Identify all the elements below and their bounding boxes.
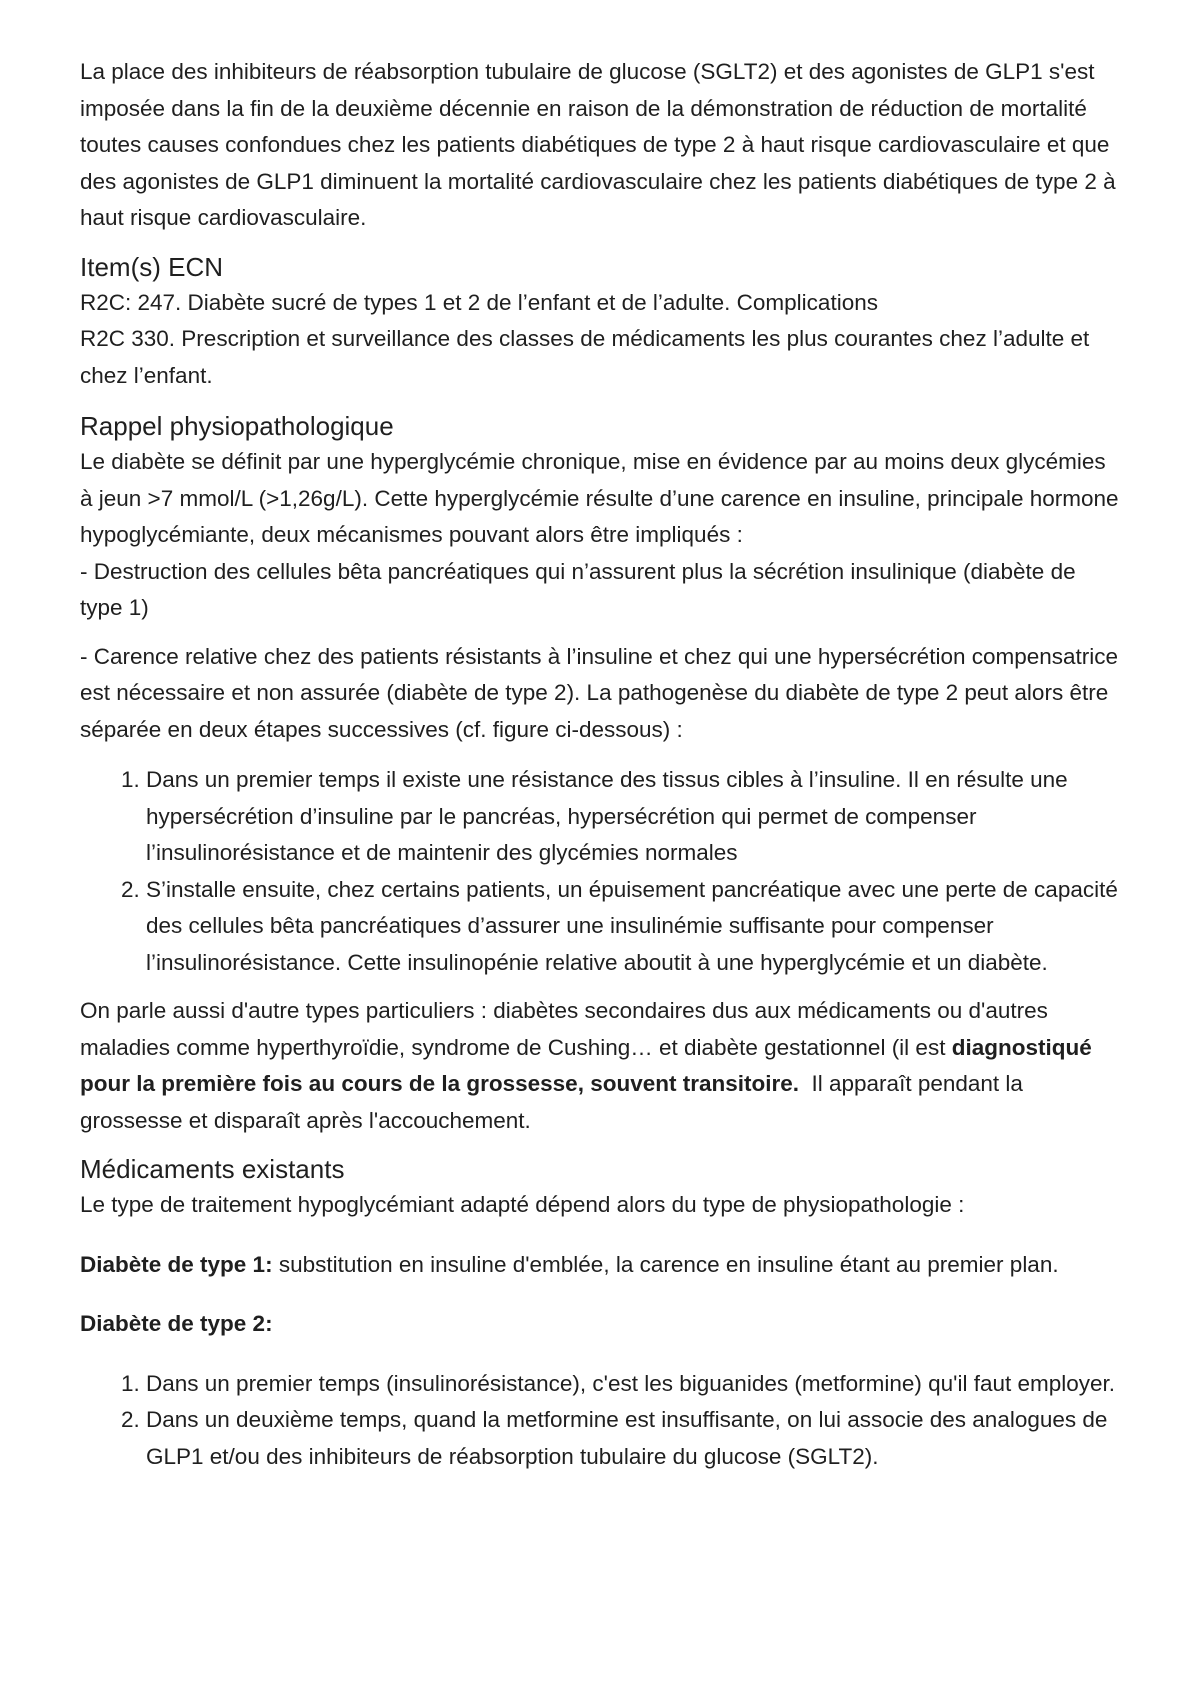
items-ecn-line-2: R2C 330. Prescription et surveillance des classes de médicaments les plus courantes chez l’adulte et chez l’enfant.	[80, 326, 1090, 388]
type1-label: Diabète de type 1:	[80, 1251, 273, 1277]
other-types-paragraph	[80, 993, 1120, 1139]
type2-steps-list	[80, 1366, 1120, 1476]
type2-step-1: 1. Dans un premier temps (insulinorésistance), c'est les biguanides (metformine) qu'il faut employer.	[146, 1366, 1120, 1403]
other-types-start: On parle aussi d'autre types particuliers : diabètes secondaires dus aux médicaments ou d'autres maladies comme hyperthyroïdie, syndrome de Cushing… et diabète gestationnel (il est	[80, 998, 1048, 1060]
rappel-paragraph-2: - Destruction des cellules bêta pancréatiques qui n’assurent plus la sécrétion insulinique (diabète de type 1)	[80, 558, 1076, 620]
pathogenesis-step-2: 2. S’installe ensuite, chez certains patients, un épuisement pancréatique avec une perte de capacité des cellules bêta pancréatiques d’assurer une insulinémie suffisante pour compenser l’insulinorésistance. Cette insulinopénie relative aboutit à une hyperglycémie et un diabète.	[146, 872, 1120, 982]
pathogenesis-steps-list	[80, 762, 1120, 981]
document-page	[80, 54, 1120, 1475]
other-types-end: Il apparaît pendant la grossesse et disparaît après l'accouchement.	[80, 1071, 1030, 1133]
type2-label	[80, 1306, 1120, 1343]
type2-label-text: Diabète de type 2:	[80, 1311, 273, 1336]
type2-step-2: 2. Dans un deuxième temps, quand la metformine est insuffisante, on lui associe des analogues de GLP1 et/ou des inhibiteurs de réabsorption tubulaire du glucose (SGLT2).	[146, 1402, 1120, 1475]
rappel-paragraph-3: - Carence relative chez des patients résistants à l’insuline et chez qui une hypersécrétion compensatrice est nécessaire et non assurée (diabète de type 2). La pathogenèse du diabète de type 2 peut alors être séparée en deux étapes successives (cf. figure ci-dessous) :	[80, 643, 1119, 742]
other-types-bold: diagnostiqué pour la première fois au cours de la grossesse, souvent transitoire.	[80, 1034, 1092, 1096]
items-ecn-heading: Item(s) ECN	[80, 251, 223, 282]
medicaments-heading: Médicaments existants	[80, 1154, 345, 1184]
medicaments-intro: Le type de traitement hypoglycémiant adapté dépend alors du type de physiopathologie :	[80, 1192, 965, 1217]
rappel-paragraph-1: Le diabète se définit par une hyperglycémie chronique, mise en évidence par au moins deux glycémies à jeun >7 mmol/L (>1,26g/L). Cette hyperglycémie résulte d’une carence en insuline, principale hormone hypoglycémiante, deux mécanismes pouvant alors être impliqués :	[80, 449, 1119, 547]
pathogenesis-step-1: 1. Dans un premier temps il existe une résistance des tissus cibles à l’insuline. Il en résulte une hypersécrétion d’insuline par le pancréas, hypersécrétion qui permet de compenser l’insulinorésistance et de maintenir des glycémies normales	[146, 762, 1120, 872]
rappel-heading: Rappel physiopathologique	[80, 411, 394, 441]
type1-paragraph	[80, 1247, 1120, 1284]
type1-text: substitution en insuline d'emblée, la carence en insuline étant au premier plan.	[272, 1251, 1059, 1277]
items-ecn-line-1: R2C: 247. Diabète sucré de types 1 et 2 de l’enfant et de l’adulte. Complications	[80, 289, 878, 315]
intro-paragraph: La place des inhibiteurs de réabsorption tubulaire de glucose (SGLT2) et des agonistes de GLP1 s'est imposée dans la fin de la deuxième décennie en raison de la démonstration de réduction de mortalité toutes causes confondues chez les patients diabétiques de type 2 à haut risque cardiovasculaire et que des agonistes de GLP1 diminuent la mortalité cardiovasculaire chez les patients diabétiques de type 2 à haut risque cardiovasculaire.	[80, 59, 1116, 230]
